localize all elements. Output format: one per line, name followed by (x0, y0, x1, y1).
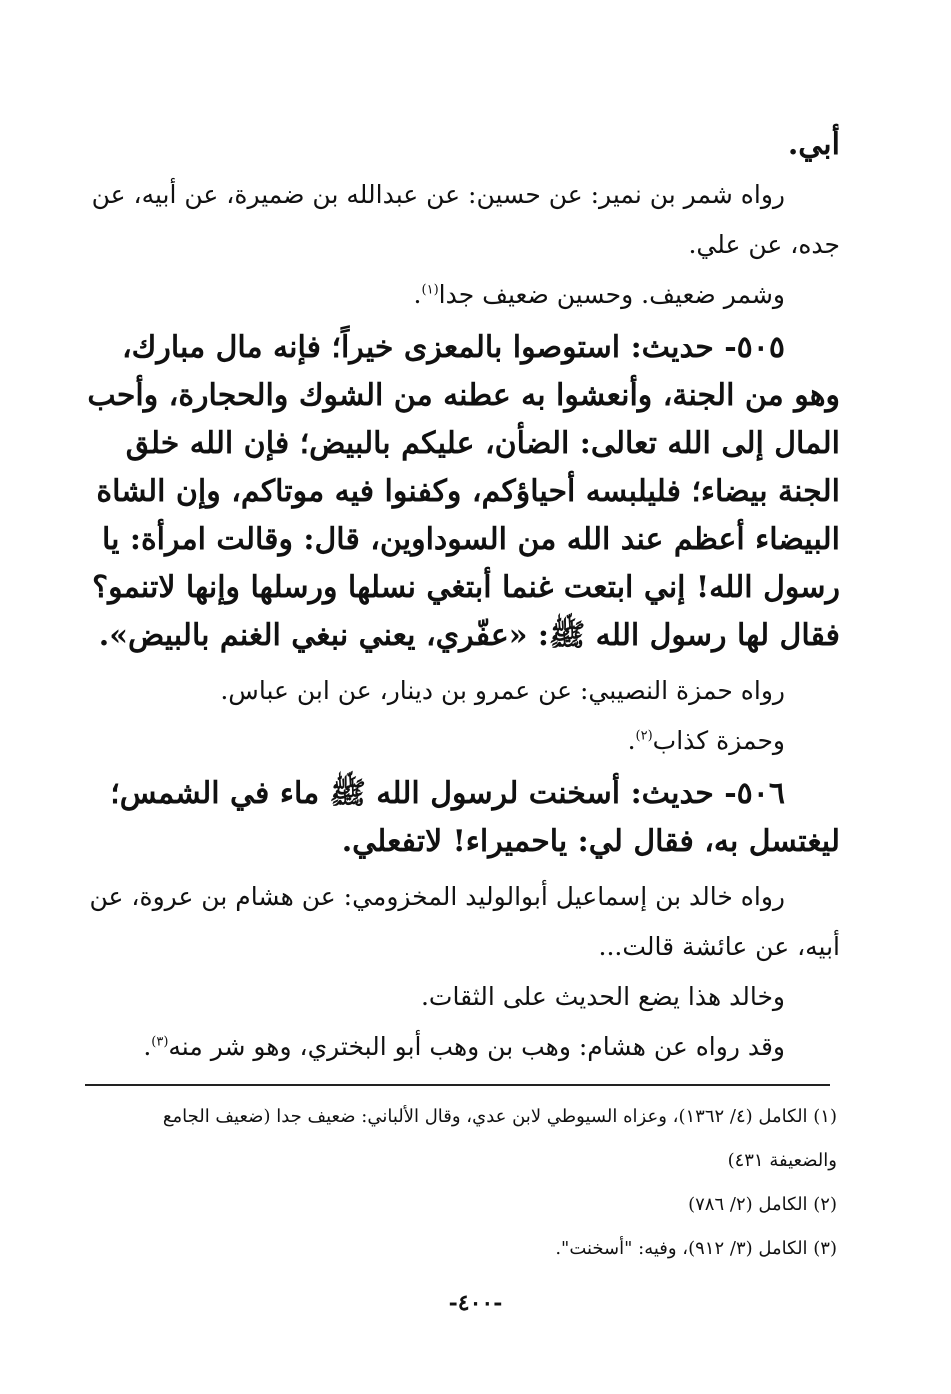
hadith-line: البيضاء أعظم عند الله من السوداوين، قال: وقالت امرأة: يا (101, 522, 840, 557)
footnote-1: (١) الكامل (٤/ ١٣٦٢)، وعزاه السيوطي لابن عدي، وقال الألباني: ضعيف جدا (ضعيف الجامع (162, 1106, 837, 1127)
comment-line: وخالد هذا يضع الحديث على الثقات. (420, 982, 785, 1011)
grading-text: وشمر ضعيف. وحسين ضعيف جدا (438, 280, 785, 309)
narration-line: جده، عن علي. (688, 230, 840, 259)
footnote-2: (٢) الكامل (٢/ ٧٨٦) (688, 1194, 837, 1215)
hadith-line: ليغتسل به، فقال لي: ياحميراء! لاتفعلي. (341, 824, 840, 859)
footnote-divider (85, 1084, 830, 1086)
hadith-line: رسول الله! إني ابتعت غنما أبتغي نسلها ورسلها وإنها لاتنمو؟ (92, 570, 840, 605)
opening-line: أبي. (787, 127, 840, 162)
narration-line: رواه خالد بن إسماعيل أبوالوليد المخزومي: عن هشام بن عروة، عن (89, 882, 785, 911)
grading-line (85, 716, 840, 766)
hadith-506 (85, 770, 840, 866)
footnote-ref-1: (١) (421, 282, 439, 298)
hadith-line: ٥٠٦- حديث: أسخنت لرسول الله ﷺ ماء في الشمس؛ (110, 776, 785, 811)
grading-end: . (627, 726, 636, 755)
hadith-line: وهو من الجنة، وأنعشوا به عطنه من الشوك والحجارة، وأحب (87, 378, 840, 413)
other-narration-end: . (143, 1032, 152, 1061)
other-narration-text: وقد رواه عن هشام: وهب بن وهب أبو البختري، وهو شر منه (168, 1032, 785, 1061)
page-body (85, 120, 840, 1072)
narration-line: رواه شمر بن نمير: عن حسين: عن عبدالله بن ضميرة، عن أبيه، عن (91, 180, 785, 209)
narration-block-506 (85, 872, 840, 1072)
narration-line: أبيه، عن عائشة قالت... (598, 932, 840, 961)
grading-line (85, 270, 840, 320)
grading-end: . (413, 280, 422, 309)
footnote-ref-2: (٢) (635, 728, 653, 744)
footnote-ref-3: (٣) (151, 1034, 169, 1050)
hadith-line: ٥٠٥- حديث: استوصوا بالمعزى خيراً؛ فإنه مال مبارك، (122, 330, 785, 365)
footnote-1-continued: والضعيفة ٤٣١) (727, 1150, 837, 1171)
hadith-line: الجنة بيضاء؛ فليلبسه أحياؤكم، وكفنوا فيه موتاكم، وإن الشاة (96, 474, 840, 509)
narration-line: رواه حمزة النصيبي: عن عمرو بن دينار، عن ابن عباس. (220, 676, 785, 705)
grading-text: وحمزة كذاب (652, 726, 785, 755)
footnotes (85, 1095, 837, 1271)
page-number: -٤٠٠- (448, 1290, 503, 1316)
hadith-505 (85, 324, 840, 660)
other-narration-line (85, 1022, 840, 1072)
narration-block-505 (85, 666, 840, 766)
hadith-line: فقال لها رسول الله ﷺ: «عفّري، يعني نبغي الغنم بالبيض». (98, 618, 840, 653)
narration-block-1 (85, 170, 840, 320)
hadith-line: المال إلى الله تعالى: الضأن، عليكم بالبيض؛ فإن الله خلق (125, 426, 840, 461)
footnote-3: (٣) الكامل (٣/ ٩١٢)، وفيه: "أسخنت". (555, 1238, 837, 1259)
